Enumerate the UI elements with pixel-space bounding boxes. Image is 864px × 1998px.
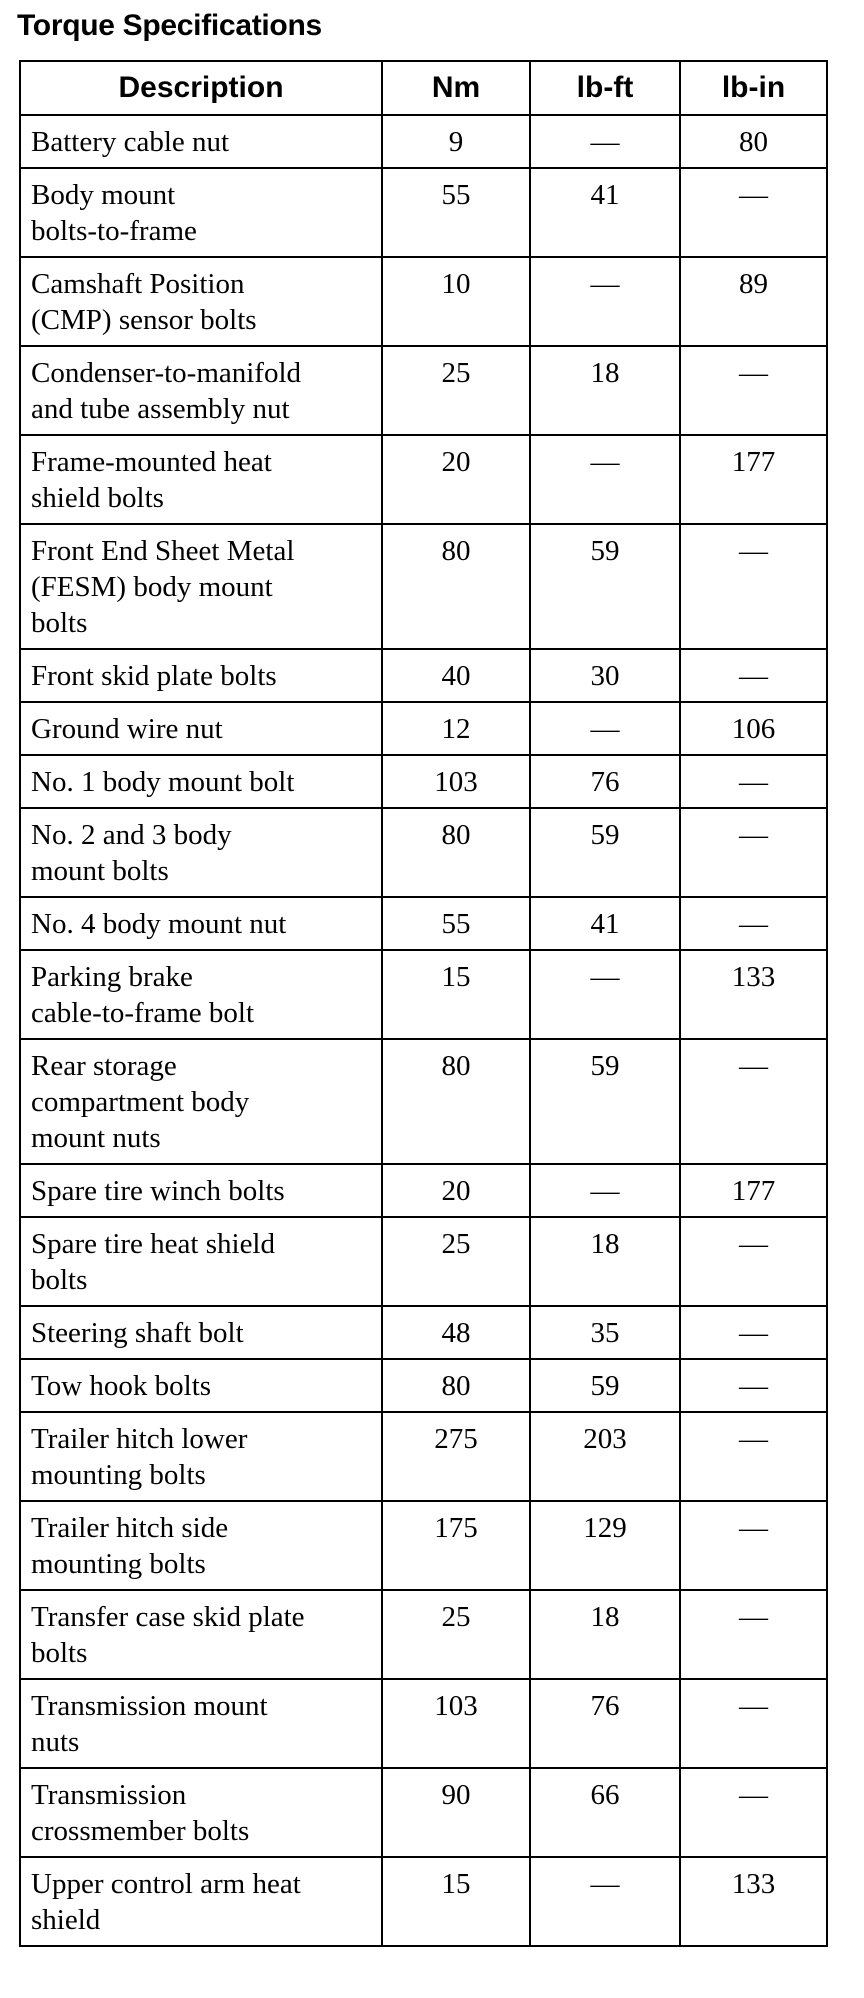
lbft-cell: — bbox=[530, 702, 680, 755]
column-header-nm: Nm bbox=[382, 61, 530, 115]
table-row bbox=[20, 1679, 827, 1768]
table-row bbox=[20, 524, 827, 649]
description-cell: Trailer hitch side mounting bolts bbox=[20, 1501, 382, 1590]
table-row bbox=[20, 168, 827, 257]
nm-cell: 10 bbox=[382, 257, 530, 346]
table-body bbox=[20, 115, 827, 1946]
table-row bbox=[20, 897, 827, 950]
table-row bbox=[20, 950, 827, 1039]
description-cell: Body mount bolts-to-frame bbox=[20, 168, 382, 257]
lbin-cell: 133 bbox=[680, 1857, 827, 1946]
lbin-cell: 89 bbox=[680, 257, 827, 346]
lbin-cell: — bbox=[680, 1359, 827, 1412]
table-row bbox=[20, 115, 827, 168]
description-cell: Spare tire winch bolts bbox=[20, 1164, 382, 1217]
lbin-cell: — bbox=[680, 1501, 827, 1590]
lbft-cell: 203 bbox=[530, 1412, 680, 1501]
table-row bbox=[20, 1164, 827, 1217]
lbft-cell: — bbox=[530, 257, 680, 346]
lbin-cell: 106 bbox=[680, 702, 827, 755]
nm-cell: 90 bbox=[382, 1768, 530, 1857]
lbin-cell: 133 bbox=[680, 950, 827, 1039]
description-cell: Front End Sheet Metal (FESM) body mount bolts bbox=[20, 524, 382, 649]
table-row bbox=[20, 1501, 827, 1590]
table-row bbox=[20, 1217, 827, 1306]
nm-cell: 103 bbox=[382, 1679, 530, 1768]
lbft-cell: 59 bbox=[530, 1359, 680, 1412]
nm-cell: 40 bbox=[382, 649, 530, 702]
nm-cell: 12 bbox=[382, 702, 530, 755]
lbft-cell: 30 bbox=[530, 649, 680, 702]
lbft-cell: 41 bbox=[530, 168, 680, 257]
column-header-lbft: lb-ft bbox=[530, 61, 680, 115]
table-row bbox=[20, 257, 827, 346]
lbin-cell: — bbox=[680, 649, 827, 702]
description-cell: Transmission crossmember bolts bbox=[20, 1768, 382, 1857]
table-row bbox=[20, 755, 827, 808]
nm-cell: 103 bbox=[382, 755, 530, 808]
description-cell: Trailer hitch lower mounting bolts bbox=[20, 1412, 382, 1501]
lbft-cell: 129 bbox=[530, 1501, 680, 1590]
description-cell: Transmission mount nuts bbox=[20, 1679, 382, 1768]
lbft-cell: 76 bbox=[530, 1679, 680, 1768]
table-row bbox=[20, 435, 827, 524]
lbin-cell: — bbox=[680, 1412, 827, 1501]
lbft-cell: 41 bbox=[530, 897, 680, 950]
lbin-cell: 177 bbox=[680, 1164, 827, 1217]
description-cell: Condenser-to-manifold and tube assembly nut bbox=[20, 346, 382, 435]
lbft-cell: — bbox=[530, 115, 680, 168]
lbin-cell: — bbox=[680, 1306, 827, 1359]
lbin-cell: — bbox=[680, 755, 827, 808]
table-row bbox=[20, 1359, 827, 1412]
nm-cell: 55 bbox=[382, 168, 530, 257]
lbft-cell: 59 bbox=[530, 1039, 680, 1164]
lbin-cell: 177 bbox=[680, 435, 827, 524]
description-cell: Front skid plate bolts bbox=[20, 649, 382, 702]
lbft-cell: 18 bbox=[530, 346, 680, 435]
nm-cell: 15 bbox=[382, 1857, 530, 1946]
nm-cell: 25 bbox=[382, 346, 530, 435]
lbft-cell: 76 bbox=[530, 755, 680, 808]
description-cell: Transfer case skid plate bolts bbox=[20, 1590, 382, 1679]
lbft-cell: — bbox=[530, 1164, 680, 1217]
description-cell: Tow hook bolts bbox=[20, 1359, 382, 1412]
lbft-cell: 66 bbox=[530, 1768, 680, 1857]
table-row bbox=[20, 808, 827, 897]
table-row bbox=[20, 649, 827, 702]
lbft-cell: 59 bbox=[530, 808, 680, 897]
table-row bbox=[20, 1768, 827, 1857]
nm-cell: 25 bbox=[382, 1217, 530, 1306]
table-row bbox=[20, 1306, 827, 1359]
nm-cell: 80 bbox=[382, 808, 530, 897]
description-cell: Parking brake cable-to-frame bolt bbox=[20, 950, 382, 1039]
nm-cell: 80 bbox=[382, 1039, 530, 1164]
lbft-cell: — bbox=[530, 435, 680, 524]
table-row bbox=[20, 1039, 827, 1164]
description-cell: Ground wire nut bbox=[20, 702, 382, 755]
description-cell: Spare tire heat shield bolts bbox=[20, 1217, 382, 1306]
description-cell: No. 1 body mount bolt bbox=[20, 755, 382, 808]
description-cell: Steering shaft bolt bbox=[20, 1306, 382, 1359]
nm-cell: 175 bbox=[382, 1501, 530, 1590]
table-header-row bbox=[20, 61, 827, 115]
lbft-cell: 18 bbox=[530, 1217, 680, 1306]
description-cell: No. 2 and 3 body mount bolts bbox=[20, 808, 382, 897]
lbft-cell: 59 bbox=[530, 524, 680, 649]
lbin-cell: — bbox=[680, 1679, 827, 1768]
torque-spec-table bbox=[19, 60, 828, 1947]
lbft-cell: 35 bbox=[530, 1306, 680, 1359]
nm-cell: 25 bbox=[382, 1590, 530, 1679]
lbin-cell: — bbox=[680, 1768, 827, 1857]
table-row bbox=[20, 1590, 827, 1679]
description-cell: Frame-mounted heat shield bolts bbox=[20, 435, 382, 524]
nm-cell: 55 bbox=[382, 897, 530, 950]
lbin-cell: — bbox=[680, 1039, 827, 1164]
lbin-cell: — bbox=[680, 1590, 827, 1679]
lbft-cell: 18 bbox=[530, 1590, 680, 1679]
nm-cell: 15 bbox=[382, 950, 530, 1039]
page-title: Torque Specifications bbox=[17, 9, 322, 42]
column-header-description: Description bbox=[20, 61, 382, 115]
table-row bbox=[20, 702, 827, 755]
nm-cell: 20 bbox=[382, 1164, 530, 1217]
lbin-cell: — bbox=[680, 808, 827, 897]
description-cell: Camshaft Position (CMP) sensor bolts bbox=[20, 257, 382, 346]
lbin-cell: — bbox=[680, 346, 827, 435]
nm-cell: 9 bbox=[382, 115, 530, 168]
table-row bbox=[20, 1412, 827, 1501]
description-cell: Upper control arm heat shield bbox=[20, 1857, 382, 1946]
description-cell: No. 4 body mount nut bbox=[20, 897, 382, 950]
lbft-cell: — bbox=[530, 950, 680, 1039]
lbin-cell: — bbox=[680, 1217, 827, 1306]
column-header-lbin: lb-in bbox=[680, 61, 827, 115]
table-row bbox=[20, 346, 827, 435]
nm-cell: 48 bbox=[382, 1306, 530, 1359]
lbft-cell: — bbox=[530, 1857, 680, 1946]
nm-cell: 20 bbox=[382, 435, 530, 524]
nm-cell: 80 bbox=[382, 524, 530, 649]
description-cell: Rear storage compartment body mount nuts bbox=[20, 1039, 382, 1164]
table-row bbox=[20, 1857, 827, 1946]
lbin-cell: — bbox=[680, 897, 827, 950]
lbin-cell: 80 bbox=[680, 115, 827, 168]
lbin-cell: — bbox=[680, 524, 827, 649]
nm-cell: 80 bbox=[382, 1359, 530, 1412]
description-cell: Battery cable nut bbox=[20, 115, 382, 168]
nm-cell: 275 bbox=[382, 1412, 530, 1501]
lbin-cell: — bbox=[680, 168, 827, 257]
